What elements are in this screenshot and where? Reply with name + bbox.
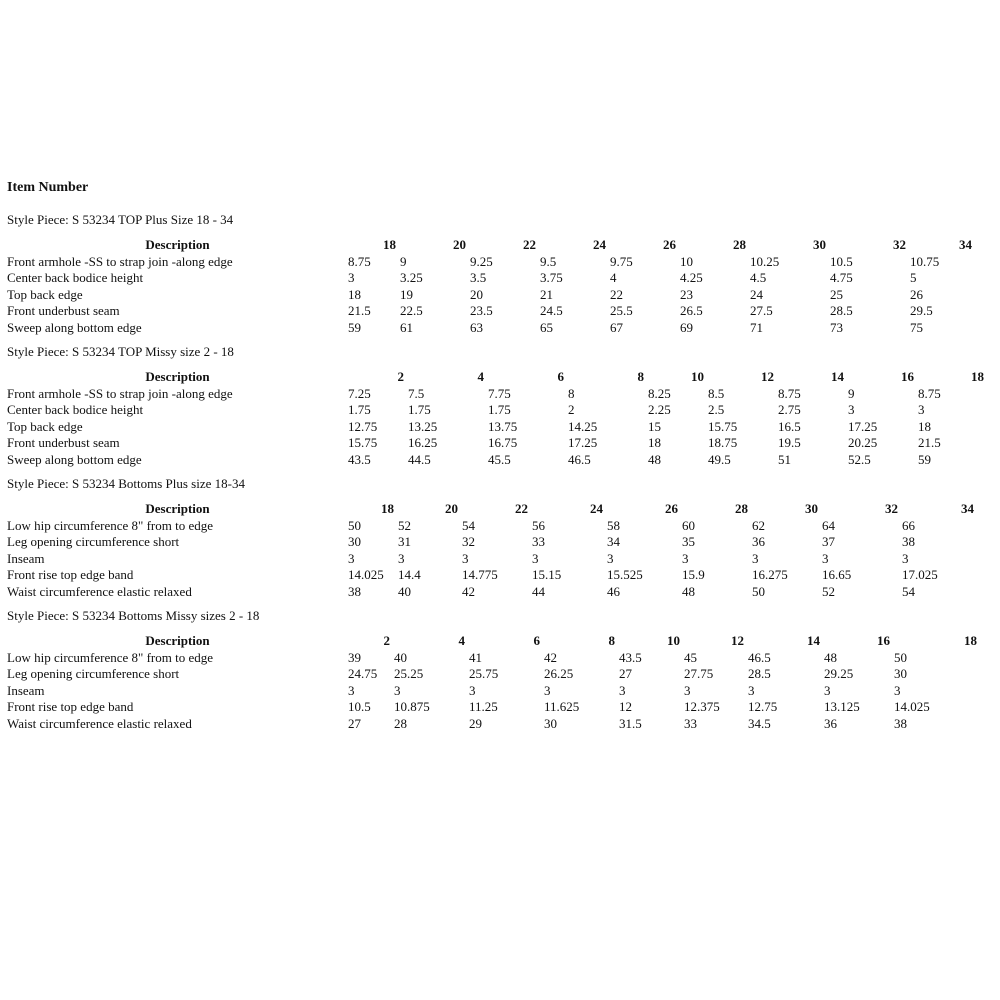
measurement-value: 35 bbox=[682, 534, 695, 549]
measurement-value: 15.9 bbox=[682, 567, 705, 582]
table-row bbox=[7, 452, 988, 469]
measurement-value: 3 bbox=[752, 550, 759, 566]
measurement-value: 3 bbox=[684, 682, 691, 698]
measurement-value: 3 bbox=[918, 402, 925, 417]
size-column-header: 26 bbox=[665, 501, 678, 516]
measurement-value: 3 bbox=[532, 550, 539, 566]
measurement-value: 51 bbox=[778, 451, 791, 467]
measurement-description: Center back bodice height bbox=[7, 402, 144, 417]
measurement-value: 4 bbox=[610, 270, 617, 285]
measurement-value: 36 bbox=[824, 715, 837, 731]
measurement-value: 23 bbox=[680, 286, 693, 302]
measurement-value: 26.25 bbox=[544, 666, 574, 681]
measurement-value: 56 bbox=[532, 517, 545, 533]
measurement-description: Low hip circumference 8" from to edge bbox=[7, 517, 214, 533]
measurement-value: 10.875 bbox=[394, 699, 430, 714]
measurement-value: 16.65 bbox=[822, 567, 852, 582]
measurement-value: 54 bbox=[462, 517, 475, 533]
measurement-value: 3 bbox=[748, 682, 755, 698]
size-column-header: 12 bbox=[761, 369, 774, 384]
measurement-value: 17.025 bbox=[902, 567, 938, 582]
measurement-value: 39 bbox=[348, 649, 361, 665]
measurement-description: Inseam bbox=[7, 550, 45, 566]
measurement-description: Top back edge bbox=[7, 418, 83, 434]
size-column-header: 28 bbox=[735, 501, 748, 516]
measurement-value: 10.25 bbox=[750, 253, 780, 269]
measurement-description: Center back bodice height bbox=[7, 270, 144, 285]
measurement-value: 18 bbox=[348, 286, 361, 302]
measurement-value: 3 bbox=[824, 682, 831, 698]
measurement-value: 50 bbox=[752, 583, 765, 599]
size-column-header: 24 bbox=[593, 237, 606, 252]
size-column-header: 10 bbox=[667, 633, 680, 648]
measurement-value: 50 bbox=[894, 649, 907, 665]
measurement-value: 29.5 bbox=[910, 303, 933, 318]
measurement-value: 11.625 bbox=[544, 699, 580, 714]
measurement-value: 18 bbox=[918, 418, 931, 434]
size-column-header: 8 bbox=[637, 369, 644, 384]
measurement-value: 3 bbox=[398, 550, 405, 566]
size-column-header: 6 bbox=[557, 369, 564, 384]
measurement-value: 3 bbox=[348, 550, 355, 566]
table-row bbox=[7, 270, 976, 287]
size-column-header: 6 bbox=[533, 633, 540, 648]
measurement-description: Front rise top edge band bbox=[7, 699, 134, 714]
size-column-header: 18 bbox=[381, 501, 394, 516]
measurement-value: 16.75 bbox=[488, 435, 518, 450]
measurement-description: Front rise top edge band bbox=[7, 567, 134, 582]
measurement-value: 67 bbox=[610, 319, 623, 335]
measurement-value: 14.775 bbox=[462, 567, 498, 582]
style-piece-section bbox=[7, 343, 993, 468]
measurement-value: 4.75 bbox=[830, 270, 853, 285]
measurement-value: 25.25 bbox=[394, 666, 424, 681]
measurement-value: 34 bbox=[607, 534, 620, 549]
measurement-description: Leg opening circumference short bbox=[7, 534, 180, 549]
measurement-value: 38 bbox=[894, 715, 907, 731]
measurement-value: 2.75 bbox=[778, 402, 801, 417]
measurement-value: 15.75 bbox=[348, 435, 378, 450]
size-column-header: 34 bbox=[961, 501, 974, 516]
table-header-row bbox=[7, 237, 976, 254]
measurement-value: 7.25 bbox=[348, 385, 371, 401]
measurement-value: 60 bbox=[682, 517, 695, 533]
style-piece-section bbox=[7, 211, 993, 336]
table-row bbox=[7, 518, 978, 535]
measurement-value: 43.5 bbox=[619, 649, 642, 665]
measurement-value: 4.5 bbox=[750, 270, 767, 285]
size-column-header: 4 bbox=[458, 633, 465, 648]
measurement-value: 5 bbox=[910, 270, 917, 285]
table-row bbox=[7, 287, 976, 304]
size-column-header: 32 bbox=[893, 237, 906, 252]
measurement-value: 9 bbox=[848, 385, 855, 401]
measurement-value: 59 bbox=[348, 319, 361, 335]
measurement-value: 21.5 bbox=[918, 435, 941, 450]
measurement-value: 27 bbox=[348, 715, 361, 731]
measurement-description: Leg opening circumference short bbox=[7, 666, 180, 681]
measurement-value: 27.75 bbox=[684, 666, 714, 681]
spec-sections bbox=[7, 211, 993, 732]
measurement-value: 30 bbox=[348, 534, 361, 549]
measurement-value: 13.25 bbox=[408, 418, 438, 434]
measurement-value: 2.25 bbox=[648, 402, 671, 417]
measurement-value: 22 bbox=[610, 286, 623, 302]
measurement-value: 65 bbox=[540, 319, 553, 335]
measurement-value: 2.5 bbox=[708, 402, 725, 417]
measurement-value: 62 bbox=[752, 517, 765, 533]
measurement-value: 3 bbox=[822, 550, 829, 566]
measurement-value: 44.5 bbox=[408, 451, 431, 467]
measurement-value: 44 bbox=[532, 583, 545, 599]
measurement-value: 49.5 bbox=[708, 451, 731, 467]
measurement-value: 37 bbox=[822, 534, 835, 549]
measurement-value: 3 bbox=[902, 550, 909, 566]
measurement-description: Sweep along bottom edge bbox=[7, 319, 142, 335]
table-row bbox=[7, 303, 976, 320]
measurement-value: 8 bbox=[568, 385, 575, 401]
size-column-header: 24 bbox=[590, 501, 603, 516]
measurement-value: 3 bbox=[607, 550, 614, 566]
measurement-value: 3 bbox=[619, 682, 626, 698]
measurement-value: 3 bbox=[348, 682, 355, 698]
measurement-value: 64 bbox=[822, 517, 835, 533]
page-title: Item Number bbox=[7, 180, 89, 195]
size-column-header: 2 bbox=[397, 369, 404, 384]
measurement-value: 46.5 bbox=[568, 451, 591, 467]
size-column-header: 18 bbox=[971, 369, 984, 384]
size-column-header: 4 bbox=[477, 369, 484, 384]
size-column-header: 26 bbox=[663, 237, 676, 252]
measurement-value: 24.75 bbox=[348, 666, 378, 681]
table-row bbox=[7, 567, 978, 584]
measurement-value: 13.125 bbox=[824, 699, 860, 714]
measurement-value: 22.5 bbox=[400, 303, 423, 318]
size-column-header: 20 bbox=[453, 237, 466, 252]
measurement-value: 48 bbox=[824, 649, 837, 665]
measurement-value: 24 bbox=[750, 286, 763, 302]
size-column-header: 18 bbox=[383, 237, 396, 252]
style-piece-label: Style Piece: S 53234 TOP Plus Size 18 - 34 bbox=[7, 212, 234, 227]
measurement-value: 25.75 bbox=[469, 666, 499, 681]
measurement-value: 3 bbox=[462, 550, 469, 566]
style-piece-label: Style Piece: S 53234 Bottoms Missy sizes 2 - 18 bbox=[7, 608, 260, 623]
measurement-value: 14.4 bbox=[398, 567, 421, 582]
table-row bbox=[7, 419, 988, 436]
measurement-value: 3 bbox=[894, 682, 901, 698]
table-row bbox=[7, 584, 978, 601]
measurement-value: 12 bbox=[619, 699, 632, 714]
measurement-value: 34.5 bbox=[748, 715, 771, 731]
measurement-value: 12.375 bbox=[684, 699, 720, 714]
measurement-value: 31.5 bbox=[619, 715, 642, 731]
measurement-value: 30 bbox=[894, 666, 907, 681]
measurement-value: 50 bbox=[348, 517, 361, 533]
style-piece-label: Style Piece: S 53234 Bottoms Plus size 18-34 bbox=[7, 476, 245, 491]
measurement-value: 19 bbox=[400, 286, 413, 302]
table-row bbox=[7, 666, 981, 683]
measurement-table bbox=[7, 633, 981, 732]
measurement-value: 3 bbox=[394, 682, 401, 698]
measurement-value: 15.525 bbox=[607, 567, 643, 582]
measurement-value: 52 bbox=[398, 517, 411, 533]
measurement-value: 8.75 bbox=[348, 253, 371, 269]
size-column-header: 14 bbox=[831, 369, 844, 384]
measurement-value: 59 bbox=[918, 451, 931, 467]
measurement-value: 12.75 bbox=[748, 699, 778, 714]
description-column-header: Description bbox=[145, 633, 210, 648]
size-column-header: 8 bbox=[608, 633, 615, 648]
measurement-value: 38 bbox=[348, 583, 361, 599]
measurement-value: 3 bbox=[544, 682, 551, 698]
measurement-value: 45.5 bbox=[488, 451, 511, 467]
table-row bbox=[7, 683, 981, 700]
size-column-header: 14 bbox=[807, 633, 820, 648]
measurement-value: 9.5 bbox=[540, 253, 557, 269]
style-piece-section bbox=[7, 475, 993, 600]
table-row bbox=[7, 402, 988, 419]
measurement-value: 14.25 bbox=[568, 418, 598, 434]
measurement-description: Waist circumference elastic relaxed bbox=[7, 715, 192, 731]
measurement-value: 42 bbox=[462, 583, 475, 599]
measurement-value: 28.5 bbox=[830, 303, 853, 318]
size-column-header: 18 bbox=[964, 633, 977, 648]
measurement-value: 15.15 bbox=[532, 567, 562, 582]
measurement-value: 8.75 bbox=[918, 385, 941, 401]
measurement-value: 19.5 bbox=[778, 435, 801, 450]
measurement-value: 25.5 bbox=[610, 303, 633, 318]
size-column-header: 34 bbox=[959, 237, 972, 252]
table-header-row bbox=[7, 369, 988, 386]
measurement-value: 46 bbox=[607, 583, 620, 599]
table-row bbox=[7, 699, 981, 716]
measurement-value: 45 bbox=[684, 649, 697, 665]
measurement-value: 63 bbox=[470, 319, 483, 335]
measurement-value: 3.75 bbox=[540, 270, 563, 285]
measurement-value: 26.5 bbox=[680, 303, 703, 318]
measurement-value: 3 bbox=[348, 270, 355, 285]
measurement-value: 58 bbox=[607, 517, 620, 533]
measurement-value: 1.75 bbox=[488, 402, 511, 417]
measurement-value: 3.5 bbox=[470, 270, 487, 285]
measurement-value: 8.75 bbox=[778, 385, 801, 401]
measurement-value: 27 bbox=[619, 666, 632, 681]
description-column-header: Description bbox=[145, 501, 210, 516]
measurement-value: 52 bbox=[822, 583, 835, 599]
measurement-value: 32 bbox=[462, 534, 475, 549]
measurement-value: 21.5 bbox=[348, 303, 371, 318]
measurement-value: 61 bbox=[400, 319, 413, 335]
measurement-value: 29.25 bbox=[824, 666, 854, 681]
measurement-value: 20.25 bbox=[848, 435, 878, 450]
table-row bbox=[7, 435, 988, 452]
measurement-value: 1.75 bbox=[348, 402, 371, 417]
measurement-value: 11.25 bbox=[469, 699, 498, 714]
measurement-value: 10 bbox=[680, 253, 693, 269]
measurement-value: 20 bbox=[470, 286, 483, 302]
spec-document bbox=[7, 178, 993, 739]
measurement-value: 31 bbox=[398, 534, 411, 549]
measurement-value: 10.5 bbox=[830, 253, 853, 269]
measurement-value: 17.25 bbox=[568, 435, 598, 450]
size-column-header: 22 bbox=[515, 501, 528, 516]
measurement-value: 29 bbox=[469, 715, 482, 731]
measurement-table bbox=[7, 501, 978, 600]
measurement-value: 28.5 bbox=[748, 666, 771, 681]
measurement-description: Front armhole -SS to strap join -along edge bbox=[7, 253, 233, 269]
measurement-value: 36 bbox=[752, 534, 765, 549]
measurement-value: 38 bbox=[902, 534, 915, 549]
size-column-header: 32 bbox=[885, 501, 898, 516]
measurement-value: 7.5 bbox=[408, 385, 425, 401]
measurement-value: 71 bbox=[750, 319, 763, 335]
table-row bbox=[7, 551, 978, 568]
table-row bbox=[7, 320, 976, 337]
table-header-row bbox=[7, 501, 978, 518]
style-piece-label: Style Piece: S 53234 TOP Missy size 2 - 18 bbox=[7, 344, 234, 359]
measurement-table bbox=[7, 237, 976, 336]
measurement-description: Front underbust seam bbox=[7, 303, 120, 318]
measurement-value: 73 bbox=[830, 319, 843, 335]
measurement-value: 46.5 bbox=[748, 649, 771, 665]
measurement-value: 8.25 bbox=[648, 385, 671, 401]
measurement-value: 3.25 bbox=[400, 270, 423, 285]
measurement-value: 17.25 bbox=[848, 418, 878, 434]
measurement-value: 2 bbox=[568, 402, 575, 417]
measurement-value: 8.5 bbox=[708, 385, 725, 401]
measurement-value: 66 bbox=[902, 517, 915, 533]
table-row bbox=[7, 650, 981, 667]
measurement-description: Front underbust seam bbox=[7, 435, 120, 450]
table-row bbox=[7, 254, 976, 271]
measurement-value: 48 bbox=[648, 451, 661, 467]
measurement-value: 16.275 bbox=[752, 567, 788, 582]
measurement-value: 18 bbox=[648, 435, 661, 450]
measurement-value: 75 bbox=[910, 319, 923, 335]
size-column-header: 2 bbox=[383, 633, 390, 648]
measurement-value: 41 bbox=[469, 649, 482, 665]
measurement-value: 42 bbox=[544, 649, 557, 665]
table-row bbox=[7, 386, 988, 403]
measurement-value: 30 bbox=[544, 715, 557, 731]
measurement-value: 26 bbox=[910, 286, 923, 302]
description-column-header: Description bbox=[145, 369, 210, 384]
measurement-value: 48 bbox=[682, 583, 695, 599]
measurement-value: 3 bbox=[848, 402, 855, 417]
size-column-header: 10 bbox=[691, 369, 704, 384]
measurement-value: 7.75 bbox=[488, 385, 511, 401]
measurement-value: 33 bbox=[684, 715, 697, 731]
size-column-header: 20 bbox=[445, 501, 458, 516]
measurement-value: 54 bbox=[902, 583, 915, 599]
table-header-row bbox=[7, 633, 981, 650]
description-column-header: Description bbox=[145, 237, 210, 252]
measurement-value: 14.025 bbox=[894, 699, 930, 714]
measurement-description: Sweep along bottom edge bbox=[7, 451, 142, 467]
measurement-value: 9.75 bbox=[610, 253, 633, 269]
measurement-value: 14.025 bbox=[348, 567, 384, 582]
size-column-header: 16 bbox=[901, 369, 914, 384]
size-column-header: 16 bbox=[877, 633, 890, 648]
measurement-value: 15 bbox=[648, 418, 661, 434]
measurement-table bbox=[7, 369, 988, 468]
measurement-description: Waist circumference elastic relaxed bbox=[7, 583, 192, 599]
measurement-description: Inseam bbox=[7, 682, 45, 698]
measurement-value: 3 bbox=[469, 682, 476, 698]
measurement-value: 1.75 bbox=[408, 402, 431, 417]
size-column-header: 28 bbox=[733, 237, 746, 252]
measurement-description: Low hip circumference 8" from to edge bbox=[7, 649, 214, 665]
measurement-value: 3 bbox=[682, 550, 689, 566]
measurement-value: 40 bbox=[398, 583, 411, 599]
measurement-value: 23.5 bbox=[470, 303, 493, 318]
measurement-value: 43.5 bbox=[348, 451, 371, 467]
measurement-value: 33 bbox=[532, 534, 545, 549]
measurement-value: 16.5 bbox=[778, 418, 801, 434]
measurement-value: 24.5 bbox=[540, 303, 563, 318]
measurement-value: 25 bbox=[830, 286, 843, 302]
measurement-description: Top back edge bbox=[7, 286, 83, 302]
measurement-value: 21 bbox=[540, 286, 553, 302]
size-column-header: 22 bbox=[523, 237, 536, 252]
measurement-value: 10.5 bbox=[348, 699, 371, 714]
measurement-value: 4.25 bbox=[680, 270, 703, 285]
measurement-value: 10.75 bbox=[910, 253, 940, 269]
measurement-value: 13.75 bbox=[488, 418, 518, 434]
table-row bbox=[7, 534, 978, 551]
measurement-value: 40 bbox=[394, 649, 407, 665]
style-piece-section bbox=[7, 607, 993, 732]
measurement-value: 28 bbox=[394, 715, 407, 731]
measurement-value: 12.75 bbox=[348, 418, 378, 434]
measurement-description: Front armhole -SS to strap join -along edge bbox=[7, 385, 233, 401]
measurement-value: 69 bbox=[680, 319, 693, 335]
measurement-value: 16.25 bbox=[408, 435, 438, 450]
measurement-value: 9.25 bbox=[470, 253, 493, 269]
size-column-header: 12 bbox=[731, 633, 744, 648]
measurement-value: 18.75 bbox=[708, 435, 738, 450]
measurement-value: 15.75 bbox=[708, 418, 738, 434]
measurement-value: 52.5 bbox=[848, 451, 871, 467]
measurement-value: 9 bbox=[400, 253, 407, 269]
size-column-header: 30 bbox=[805, 501, 818, 516]
measurement-value: 27.5 bbox=[750, 303, 773, 318]
size-column-header: 30 bbox=[813, 237, 826, 252]
table-row bbox=[7, 716, 981, 733]
